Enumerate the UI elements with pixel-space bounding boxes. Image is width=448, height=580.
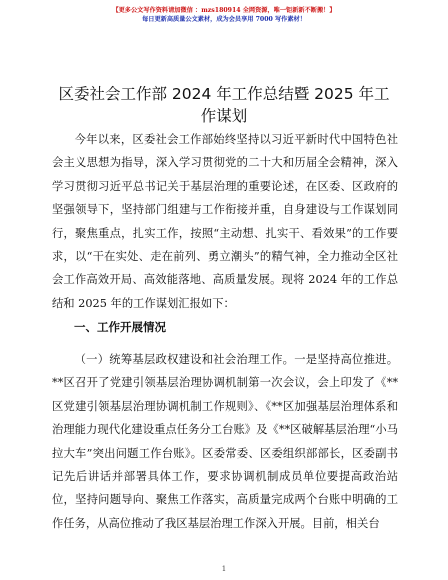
intro-paragraph: 今年以来，区委社会工作部始终坚持以习近平新时代中国特色社会主义思想为指导，深入学习贯彻党的二十大和历届全会精神，深入学习贯彻习近平总书记关于基层治理的重要论述，在区委、区政府的坚强领导下，坚持部门组建与工作衔接并重，自身建设与工作谋划同行，聚焦重点，扎实工作，按照“主动想、扎实干、看效果”的工作要求，以“干在实处、走在前列、勇立潮头”的精气神，全力推动全区社会工作高效开局、高效能落地、高质量发展。现将 2024 年的工作总结和 2025 年的工作谋划汇报如下： <box>52 133 398 310</box>
section-paragraph-block <box>52 348 398 535</box>
promo-banner-line-2: 每日更新高质量公文素材，成为会员享用 7000 写作素材！ <box>142 16 306 23</box>
page-number: 1 <box>221 565 227 573</box>
section-paragraph: （一）统筹基层政权建设和社会治理工作。一是坚持高位推进。**区召开了党建引领基层治理协调机制第一次会议，会上印发了《**区党建引领基层治理协调机制工作规则》、《**区加强基层治理体系和治理能力现代化建设重点任务分工台账》及《**区破解基层治理“小马拉大车”突出问题工作台账》。区委常委、区委组织部部长，区委副书记先后讲话并部署具体工作，要求协调机制成员单位要提高政治站位，坚持问题导向、聚焦工作落实，高质量完成两个台账中明确的工作任务，从高位推动了我区基层治理工作深入开展。目前，相关台 <box>52 353 398 530</box>
intro-paragraph-block <box>52 128 398 315</box>
promo-banner-line-1: 【更多公文写作资料请加微信 ：mzs180914 全网资源，唯一钜新新不断搬！】 <box>112 7 336 14</box>
document-title: 区委社会工作部 2024 年工作总结暨 2025 年工作谋划 <box>58 85 390 125</box>
section-heading: 一、工作开展情况 <box>74 320 166 334</box>
